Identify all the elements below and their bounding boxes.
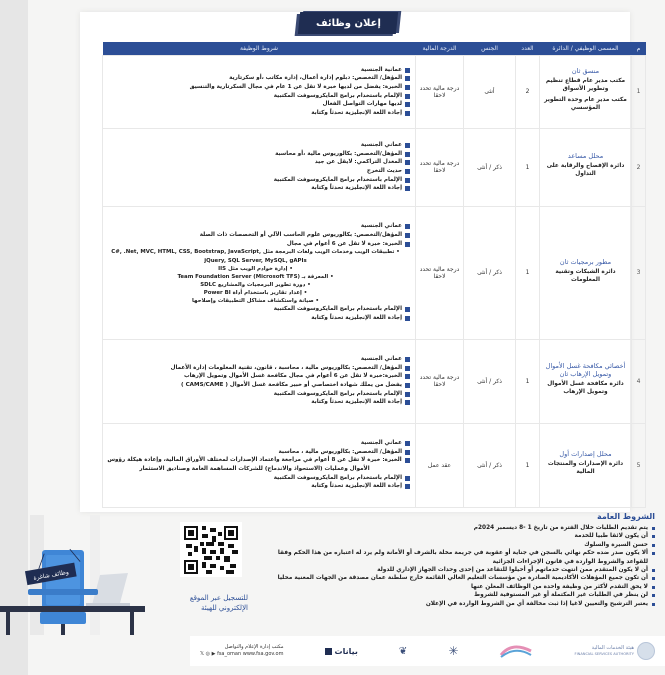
bayanat-mark-icon: [325, 648, 332, 655]
condition-item: الخبرة: خبرة لا تقل عن 8 أعوام في مراجعة واعتماد الإصدارات لمختلف الأوراق المالية، وإعادة هيكلة رؤوس الأموال وعمليات (الاستحواذ والاندماج) للشركات المساهمة العامة وصناديق الاستثمار: [107, 456, 410, 473]
condition-item: إجادة اللغة الإنجليزية تحدثاً وكتابة: [107, 314, 410, 323]
bullet-square-icon: [405, 233, 410, 238]
bullet-square-icon: [405, 68, 410, 73]
bullet-square-icon: [405, 111, 410, 116]
bullet-square-icon: [405, 186, 410, 191]
bullet-square-icon: [405, 458, 410, 463]
general-condition-item: يعتبر الترشيح والتعيين لاغيا إذا ثبت مخالفة أي من الشروط الواردة في الإعلان: [255, 600, 655, 608]
bullet-square-icon: [405, 316, 410, 321]
jobs-table: [102, 42, 646, 508]
registration-label: للتسجيل عبر الموقع الإلكتروني للهيئة: [189, 594, 248, 612]
condition-item: المؤهل/ التخصص: بكالوريوس مالية ، محاسبة: [107, 448, 410, 457]
job-title: أخصائي مكافحة غسل الأموال وتمويل الإرهاب ثان: [545, 362, 626, 379]
general-condition-item: يتم تقديم الطلبات خلال الفترة من تاريخ 1 -8 ديسمبر 2024م: [255, 524, 655, 532]
footer: [190, 636, 665, 666]
condition-item: عماني الجنسية: [107, 222, 410, 231]
bullet-square-icon: [405, 484, 410, 489]
signature-logo-icon: ❦: [398, 645, 408, 657]
count-cell: 1: [516, 423, 540, 507]
bullet-square-icon: [405, 178, 410, 183]
condition-item: إجادة اللغة الإنجليزية تحدثاً وكتابة: [107, 109, 410, 118]
count-cell: 1: [516, 128, 540, 206]
vacancy-illustration: [0, 515, 160, 635]
conditions-cell: [103, 55, 416, 128]
job-title-cell: [540, 206, 632, 339]
general-conditions-list: [255, 524, 655, 608]
table-row: [103, 55, 646, 128]
grade-cell: درجة مالية تحدد لاحقا: [416, 55, 464, 128]
job-title: منسق ثان: [571, 67, 600, 76]
col-header-num: م: [632, 42, 646, 55]
condition-item: الخبرة:خبرة لا تقل عن 6 أعوام في مجال مكافحة غسل الأموال وتمويل الإرهاب: [107, 372, 410, 381]
gender-cell: أنثى: [464, 55, 516, 128]
partner-logo-signature: [399, 646, 407, 657]
bullet-square-icon: [405, 392, 410, 397]
table-row: [103, 339, 646, 423]
youtube-icon: ▶: [211, 651, 216, 657]
table-row: [103, 423, 646, 507]
experience-sub-item: • تطبيقات الويب وخدمات الويب ولغات البرمجة مثل C#, .Net, MVC, HTML, CSS, Bootstrap, JavaScript, jQuery, SQL Server, MySQL, gAPIs: [111, 249, 400, 264]
bullet-square-icon: [405, 441, 410, 446]
job-title-cell: [540, 423, 632, 507]
partner-logo-wave: [499, 643, 533, 659]
department: مكتب مدير عام وحدة التطوير المؤسسي: [544, 97, 627, 111]
condition-item: إجادة اللغة الإنجليزية تحدثاً وكتابة: [107, 184, 410, 193]
bullet-square-icon: [405, 160, 410, 165]
experience-sub-item: • المعرفة بـ Team Foundation Server (Microsoft TFS): [177, 273, 334, 280]
condition-item: المؤهل/ التخصص: دبلوم إدارة أعمال، إدارة مكاتب ،أو سكرتارية: [107, 74, 410, 83]
table-row: [103, 128, 646, 206]
col-header-count: العدد: [516, 42, 540, 55]
partner-logo-star: [448, 644, 458, 658]
col-header-conditions: شروط الوظيفة: [103, 42, 416, 55]
count-cell: 2: [516, 55, 540, 128]
bullet-square-icon: [405, 450, 410, 455]
condition-item: عماني الجنسية: [107, 439, 410, 448]
general-condition-item: أن تكون جميع المؤهلات الأكاديمية الصادرة من مؤسسات التعليم العالي القائمة خارج سلطنة عمان مصدقة من الجهات المعنية محليا: [255, 574, 655, 582]
conditions-cell: [103, 339, 416, 423]
table-header-row: [103, 42, 646, 55]
conditions-cell: [103, 128, 416, 206]
condition-item: إجادة اللغة الإنجليزية تحدثاً وكتابة: [107, 398, 410, 407]
condition-item: المعدل التراكمي: لايقل عن جيد: [107, 158, 410, 167]
bullet-square-icon: [405, 242, 410, 247]
condition-item: المؤهل/ التخصص: بكالوريوس مالية ، محاسبة ، قانون، تقنية المعلومات إدارة الأعمال: [107, 364, 410, 373]
department: مكتب مدير عام قطاع تنظيم وتطوير الأسواق: [545, 78, 626, 93]
department: دائرة الشبكات وتقنية المعلومات: [555, 268, 616, 283]
condition-item: الإلمام باستخدام برامج المايكروسوفت المكتبية: [107, 176, 410, 185]
bullet-square-icon: [405, 102, 410, 107]
qr-code-icon: [184, 526, 238, 574]
registration-qr-code[interactable]: [180, 522, 242, 577]
bullet-square-icon: [405, 94, 410, 99]
row-number: 1: [632, 55, 646, 128]
job-title: محلل مساعد: [567, 152, 604, 161]
bullet-square-icon: [405, 152, 410, 157]
page-title: إعلان وظائف: [315, 17, 381, 29]
department: دائرة الإفصاح والرقابة على التداول: [546, 163, 625, 177]
general-conditions: [255, 512, 655, 608]
bullet-square-icon: [405, 307, 410, 312]
count-cell: 1: [516, 339, 540, 423]
bullet-square-icon: [405, 224, 410, 229]
condition-item: عمانية الجنسية: [107, 66, 410, 75]
job-title: مطور برمجيات ثان: [559, 257, 612, 266]
general-condition-item: لن ينظر في الطلبات غير المكتملة أو غير المستوفية للشروط: [255, 591, 655, 599]
bullet-square-icon: [405, 374, 410, 379]
job-title-cell: [540, 55, 632, 128]
department: دائرة الإصدارات والمنتجات المالية: [547, 461, 624, 475]
experience-sub-item: • إعداد تقارير باستخدام أداة Power BI: [203, 289, 308, 296]
general-condition-item: حسن السيرة والسلوك: [255, 541, 655, 549]
social-links[interactable]: [200, 651, 283, 659]
vacancy-sign-text: وظائف شاغرة: [32, 568, 70, 582]
condition-item: المؤهل/التخصص: بكالوريوس علوم الحاسب الآلي أو التخصصات ذات الصلة: [107, 231, 410, 240]
condition-item: الخبرة: يفضل من لديها خبرة لا تقل عن 1 عام في مجال السكرتارية والتنسيق: [107, 83, 410, 92]
row-number: 5: [632, 423, 646, 507]
col-header-grade: الدرجة المالية: [416, 42, 464, 55]
bullet-square-icon: [405, 366, 410, 371]
page-title-banner: [298, 12, 398, 34]
col-header-title: المسمى الوظيفي / الدائرة: [540, 42, 632, 55]
condition-item: الإلمام باستخدام برامج المايكروسوفت المكتبية: [107, 390, 410, 399]
table-row: [103, 206, 646, 339]
gender-cell: ذكر / أنثى: [464, 206, 516, 339]
x-icon: 𝕏: [200, 651, 205, 657]
gender-cell: ذكر / أنثى: [464, 128, 516, 206]
bullet-square-icon: [405, 85, 410, 90]
general-conditions-title: الشروط العامة: [597, 512, 655, 521]
experience-sub-item: • دورة تطوير البرمجيات والمشاريع SDLC: [200, 281, 311, 288]
count-cell: 1: [516, 206, 540, 339]
experience-sub-item: • إدارة خوادم الويب مثل IIS: [218, 265, 293, 272]
star-logo-icon: ✳: [448, 644, 459, 658]
general-condition-item: أن لا يكون المتقدم ممن انتهت خدماتهم أو أحيلوا للتقاعد من إحدى وحدات الجهاز الإداري للدولة: [255, 566, 655, 574]
condition-item: حديث التخرج: [107, 167, 410, 176]
instagram-icon: ◎: [205, 651, 211, 657]
website-link[interactable]: www.fsa.gov.om: [242, 651, 284, 657]
grade-cell: عقد عمل: [416, 423, 464, 507]
partner-logo-bayanat: بيانات: [325, 647, 358, 656]
fsa-logo: هيئة الخدمات المالية FINANCIAL SERVICES AUTHORITY: [575, 642, 655, 660]
conditions-cell: [103, 423, 416, 507]
condition-item: المؤهل/التخصص: بكالوريوس مالية ،أو محاسبة: [107, 150, 410, 159]
gender-cell: ذكر / أنثى: [464, 339, 516, 423]
grade-cell: درجة مالية تحدد لاحقا: [416, 339, 464, 423]
fsa-emblem-icon: [637, 642, 655, 660]
condition-item: عماني الجنسية: [107, 355, 410, 364]
condition-item: إجادة اللغة الإنجليزية تحدثاً وكتابة: [107, 482, 410, 491]
bullet-square-icon: [405, 357, 410, 362]
conditions-cell: [103, 206, 416, 339]
row-number: 2: [632, 128, 646, 206]
condition-item: الإلمام باستخدام برامج المايكروسوفت المكتبية: [107, 474, 410, 483]
condition-item: الإلمام باستخدام برامج المايكروسوفت المكتبية: [107, 305, 410, 314]
job-title-cell: [540, 128, 632, 206]
grade-cell: درجة مالية تحدد لاحقا: [416, 128, 464, 206]
condition-item: يفضل من يملك شهادة اختصاصي أو خبير مكافحة غسل الأموال ( CAMS/CAME ): [107, 381, 410, 390]
general-condition-item: ألا يكون صدر ضده حكم نهائي بالسجن في جناية أو عقوبة في جريمة مخلة بالشرف أو الأمانة ولم يرد له اعتباره من هذا الحكم وفقا للقواعد والشروط الواردة في قانون الإجراءات الجزائية: [255, 549, 655, 566]
job-title-cell: [540, 339, 632, 423]
department: دائرة مكافحة غسل الأموال وتمويل الإرهاب: [547, 381, 624, 395]
general-condition-item: أن يكون لائقا طبيا للخدمة: [255, 532, 655, 540]
condition-item: عماني الجنسية: [107, 141, 410, 150]
bullet-square-icon: [405, 383, 410, 388]
row-number: 3: [632, 206, 646, 339]
social-handle[interactable]: fsa_oman: [217, 651, 242, 657]
bullet-square-icon: [405, 169, 410, 174]
bullet-square-icon: [405, 76, 410, 81]
condition-item: الإلمام باستخدام برامج المايكروسوفت المكتبية: [107, 92, 410, 101]
grade-cell: درجة مالية تحدد لاحقا: [416, 206, 464, 339]
gender-cell: ذكر / أنثى: [464, 423, 516, 507]
condition-item: لديها مهارات التواصل الفعال: [107, 100, 410, 109]
wave-logo-icon: [499, 643, 533, 659]
bullet-square-icon: [405, 476, 410, 481]
row-number: 4: [632, 339, 646, 423]
contact-info: مكتب إدارة الإعلام والتواصل 𝕏 ◎ ▶ fsa_oman www.fsa.gov.om: [200, 643, 284, 657]
bullet-square-icon: [405, 143, 410, 148]
col-header-gender: الجنس: [464, 42, 516, 55]
experience-sub-item: • صيانة واستكشاف مشاكل التطبيقات وإصلاحها: [192, 298, 319, 305]
condition-item: الخبرة: خبرة لا تقل عن 6 أعوام في مجال: [107, 240, 410, 249]
bullet-square-icon: [405, 400, 410, 405]
job-title: محلل إصدارات أول: [559, 450, 612, 459]
general-condition-item: لا يحق التقدم لأكثر من وظيفة واحدة من الوظائف المعلن عنها: [255, 583, 655, 591]
